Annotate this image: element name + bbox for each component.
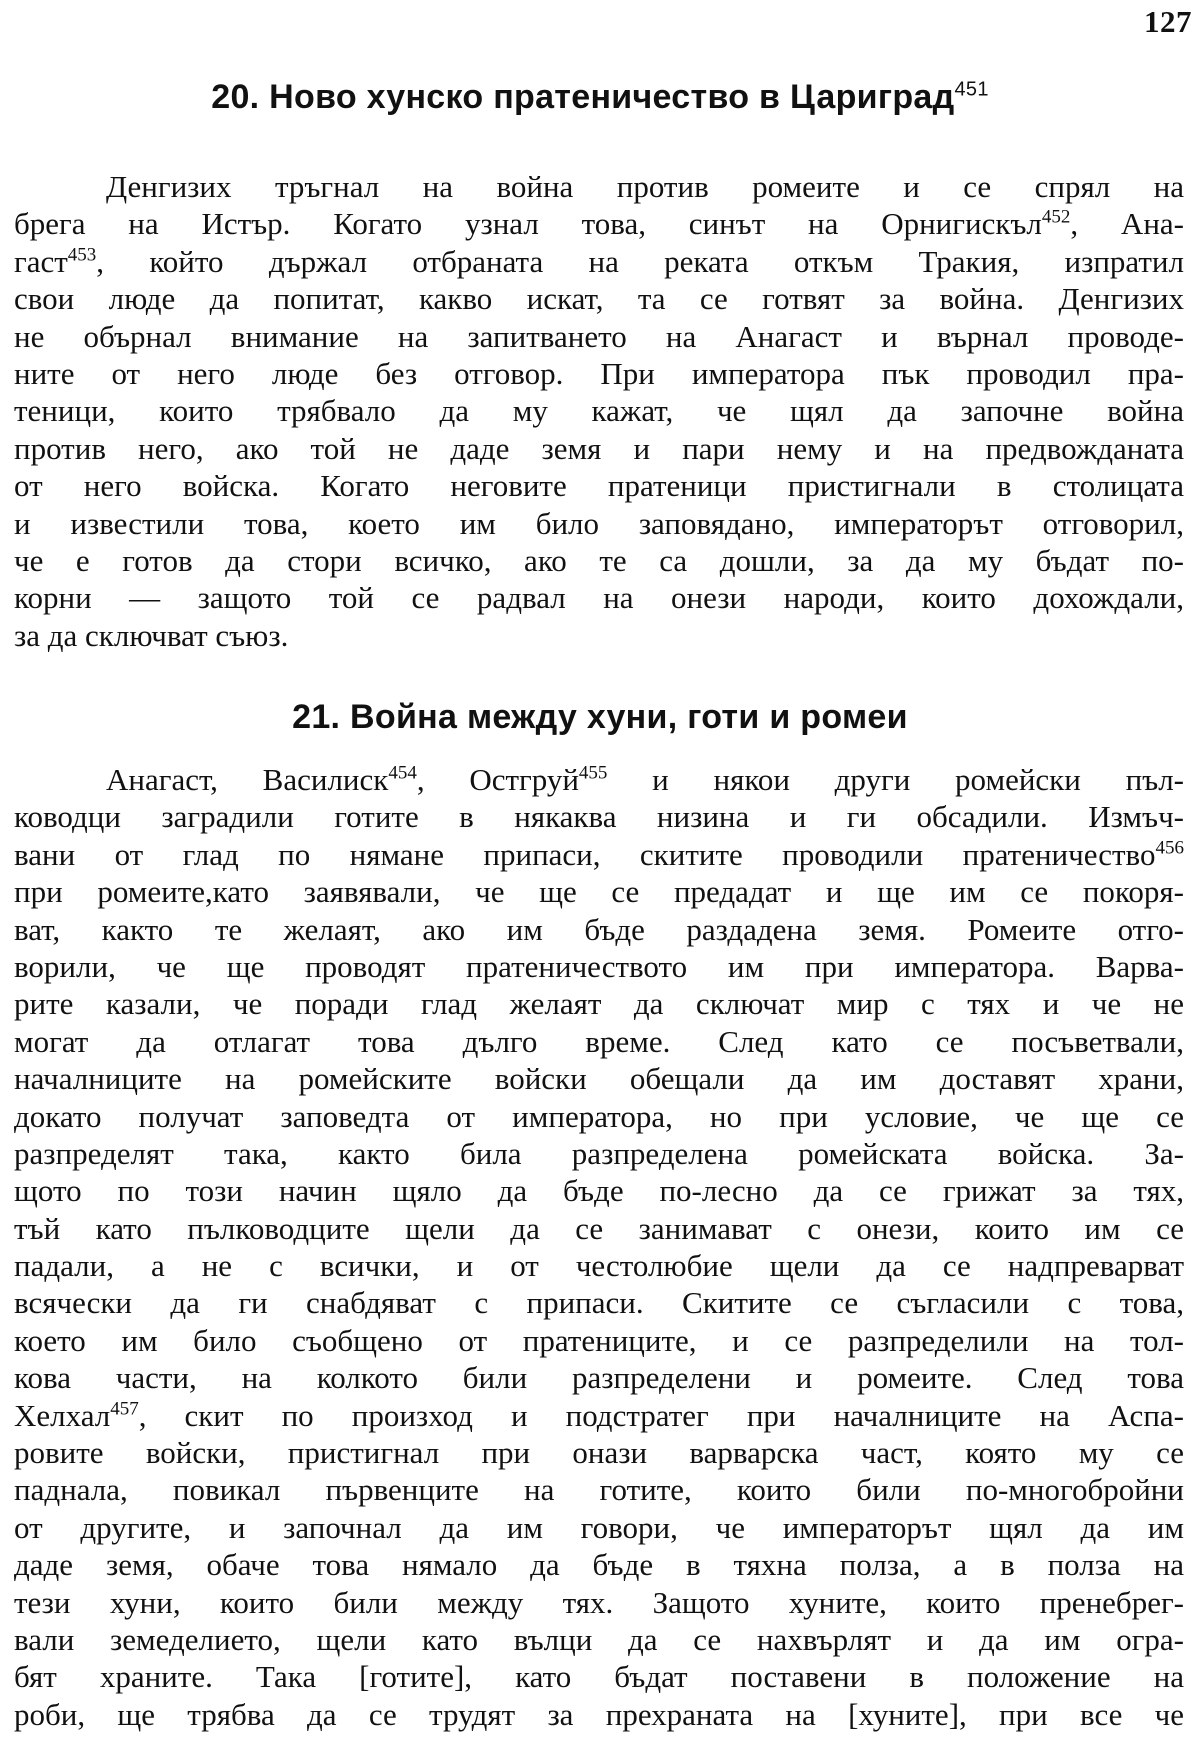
footnote-ref: 453	[67, 244, 97, 266]
text-line: Анагаст, Василиск$^{454}$, Остгруй$^{455}$ и някои други ромейски пъл-	[106, 762, 1184, 797]
text-line: кова части, на колкото били разпределени и ромеите. След това	[14, 1360, 1184, 1396]
footnote-ref: 455	[578, 762, 608, 784]
text-line: теници, които трябвало да му кажат, че щял да започне война	[14, 393, 1184, 429]
section-title-text: 20. Ново хунско пратеничество в Цариград	[211, 78, 955, 116]
text-line: против него, ако той не даде земя и пари нему и на предвожданата	[14, 430, 1184, 466]
text-line: вали земеделието, щели като вълци да се нахвърлят и да им огра-	[14, 1621, 1184, 1657]
text-line: началниците на ромейските войски обещали да им доставят храни,	[14, 1061, 1184, 1097]
text-line: ворили, че ще проводят пратеничеството им при императора. Варва-	[14, 948, 1184, 984]
text-line: ровите войски, пристигнал при онази варварска част, която му се	[14, 1435, 1184, 1471]
text-line: и известили това, което им било заповядано, императорът отговорил,	[14, 505, 1184, 541]
text-line: тъй като пълководците щели да се занимават с онези, които им се	[14, 1210, 1184, 1246]
text-line: което им било съобщено от пратениците, и се разпределили на тол-	[14, 1322, 1184, 1358]
text-line: от него войска. Когато неговите пратеници пристигнали в столицата	[14, 468, 1184, 504]
text-line: рите казали, че поради глад желаят да сключат мир с тях и че не	[14, 986, 1184, 1022]
text-line: тези хуни, които били между тях. Защото хуните, които пренебрег-	[14, 1584, 1184, 1620]
section-title-20	[0, 78, 1200, 117]
text-line: бят храните. Така [готите], като бъдат поставени в положение на	[14, 1659, 1184, 1695]
footnote-ref: 457	[110, 1398, 139, 1420]
footnote-ref: 456	[1155, 837, 1184, 859]
text-line: всячески да ги снабдяват с припаси. Скитите се съгласили с това,	[14, 1285, 1184, 1321]
text-line: брега на Истър. Когато узнал това, синът на Орнигискъл$^{452}$, Ана-	[14, 206, 1184, 242]
section-title-21: 21. Война между хуни, готи и ромеи	[292, 698, 908, 736]
text-line: даде земя, обаче това нямало да бъде в тяхна полза, а в полза на	[14, 1547, 1184, 1583]
text-line: могат да отлагат това дълго време. След като се посъветвали,	[14, 1023, 1184, 1059]
page-number: 127	[1144, 4, 1192, 39]
paragraph-section-21	[14, 761, 1184, 1733]
footnote-ref: 454	[388, 762, 417, 784]
text-line: че е готов да стори всичко, ако те са дошли, за да му бъдат по-	[14, 542, 1184, 578]
footnote-ref: 451	[954, 78, 989, 101]
text-line: падали, а не с всички, и от честолюбие щели да се надпреварват	[14, 1248, 1184, 1284]
footnote-ref: 452	[1041, 207, 1071, 229]
text-line: не обърнал внимание на запитването на Анагаст и върнал проводе-	[14, 318, 1184, 354]
text-line: докато получат заповедта от императора, но при условие, че ще се	[14, 1098, 1184, 1134]
text-line: гаст$^{453}$, който държал отбраната на реката откъм Тракия, изпратил	[14, 243, 1184, 279]
text-line: Денгизих тръгнал на война против ромеите и се спрял на	[106, 169, 1184, 204]
text-line: при ромеите,като заявявали, че ще се предадат и ще им се покоря-	[14, 874, 1184, 910]
text-line: свои люде да попитат, какво искат, та се готвят за война. Денгизих	[14, 281, 1184, 317]
text-line: паднала, повикал първенците на готите, които били по-многобройни	[14, 1472, 1184, 1508]
text-line: ните от него люде без отговор. При императора пък проводил пра-	[14, 355, 1184, 391]
text-line: ват, както те желаят, ако им бъде раздадена земя. Ромеите отго-	[14, 911, 1184, 947]
text-line: щото по този начин щяло да бъде по-лесно да се грижат за тях,	[14, 1173, 1184, 1209]
paragraph-section-20	[14, 168, 1184, 654]
text-line: за да сключват съюз.	[14, 617, 289, 653]
text-line: ководци заградили готите в някаква низина и ги обсадили. Измъч-	[14, 799, 1184, 835]
text-line: разпределят така, както била разпределена ромейската войска. За-	[14, 1135, 1184, 1171]
text-line: Хелхал$^{457}$, скит по произход и подстратег при началниците на Аспа-	[14, 1397, 1184, 1433]
text-line: от другите, и започнал да им говори, че императорът щял да им	[14, 1509, 1184, 1545]
text-line: роби, ще трябва да се трудят за прехраната на [хуните], при все че	[14, 1696, 1184, 1732]
text-line: вани от глад по нямане припаси, скитите проводили пратеничество$^{456}$	[14, 836, 1184, 872]
text-line: корни — защото той се радвал на онези народи, които дохождали,	[14, 580, 1184, 616]
